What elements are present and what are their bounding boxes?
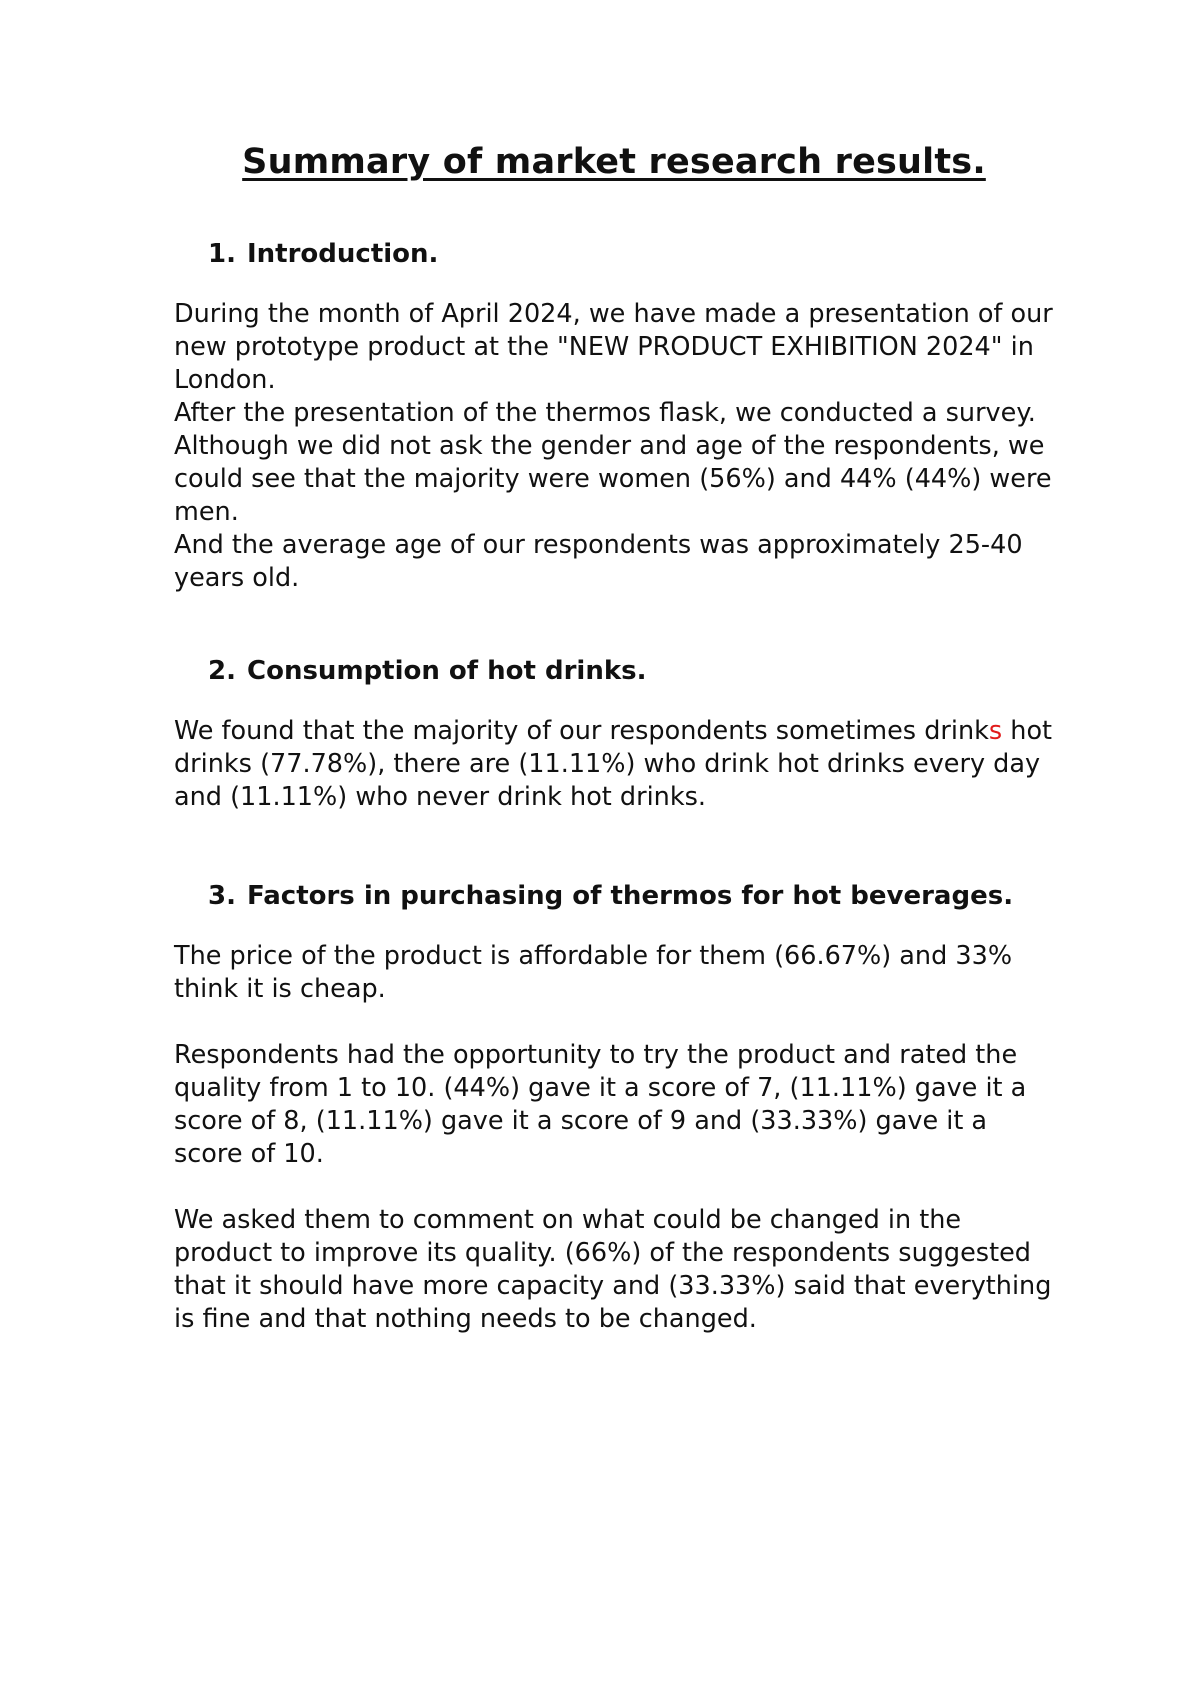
consumption-text-end: hot drinks (77.78%), there are (11.11%) who drink hot drinks every day and (11.11%) who never drink hot drinks. — [174, 716, 1053, 812]
intro-paragraph-1: During the month of April 2024, we have made a presentation of our new prototype product at the "NEW PRODUCT EXHIBITION 2024" in London. — [174, 299, 1053, 395]
intro-paragraph-3: Although we did not ask the gender and age of the respondents, we could see that the majority were women (56%) and 44% (44%) were men. — [174, 431, 1052, 527]
document-content — [174, 140, 1054, 1336]
section-number: 2. — [208, 656, 236, 686]
section-number: 3. — [208, 881, 236, 911]
section-heading-consumption — [174, 655, 1054, 688]
document-title: Summary of market research results. — [242, 142, 986, 182]
intro-paragraph-2: After the presentation of the thermos flask, we conducted a survey. — [174, 398, 1036, 428]
intro-paragraph-4: And the average age of our respondents was approximately 25-40 years old. — [174, 530, 1023, 593]
factors-paragraph-improvements: We asked them to comment on what could be changed in the product to improve its quality. (66%) of the respondents suggested that it should have more capacity and (33.33%) said that everything is fine and that nothing needs to be changed. — [174, 1205, 1052, 1334]
section-title: Introduction. — [247, 239, 439, 269]
factors-paragraph-quality: Respondents had the opportunity to try the product and rated the quality from 1 to 10. (44%) gave it a score of 7, (11.11%) gave it a score of 8, (11.11%) gave it a score of 9 and (33.33%) gave it a score of 10. — [174, 1040, 1027, 1169]
highlighted-correction: s — [988, 716, 1003, 746]
section-heading-factors — [174, 880, 1054, 913]
section-title: Factors in purchasing of thermos for hot beverages. — [247, 881, 1014, 911]
consumption-paragraph — [174, 715, 1054, 814]
factors-paragraph-price: The price of the product is affordable for them (66.67%) and 33% think it is cheap. — [174, 941, 1013, 1004]
section-title: Consumption of hot drinks. — [247, 656, 647, 686]
section-number: 1. — [208, 239, 236, 269]
consumption-text-start: We found that the majority of our respondents sometimes drink — [174, 716, 989, 746]
section-heading-introduction — [174, 238, 1054, 271]
